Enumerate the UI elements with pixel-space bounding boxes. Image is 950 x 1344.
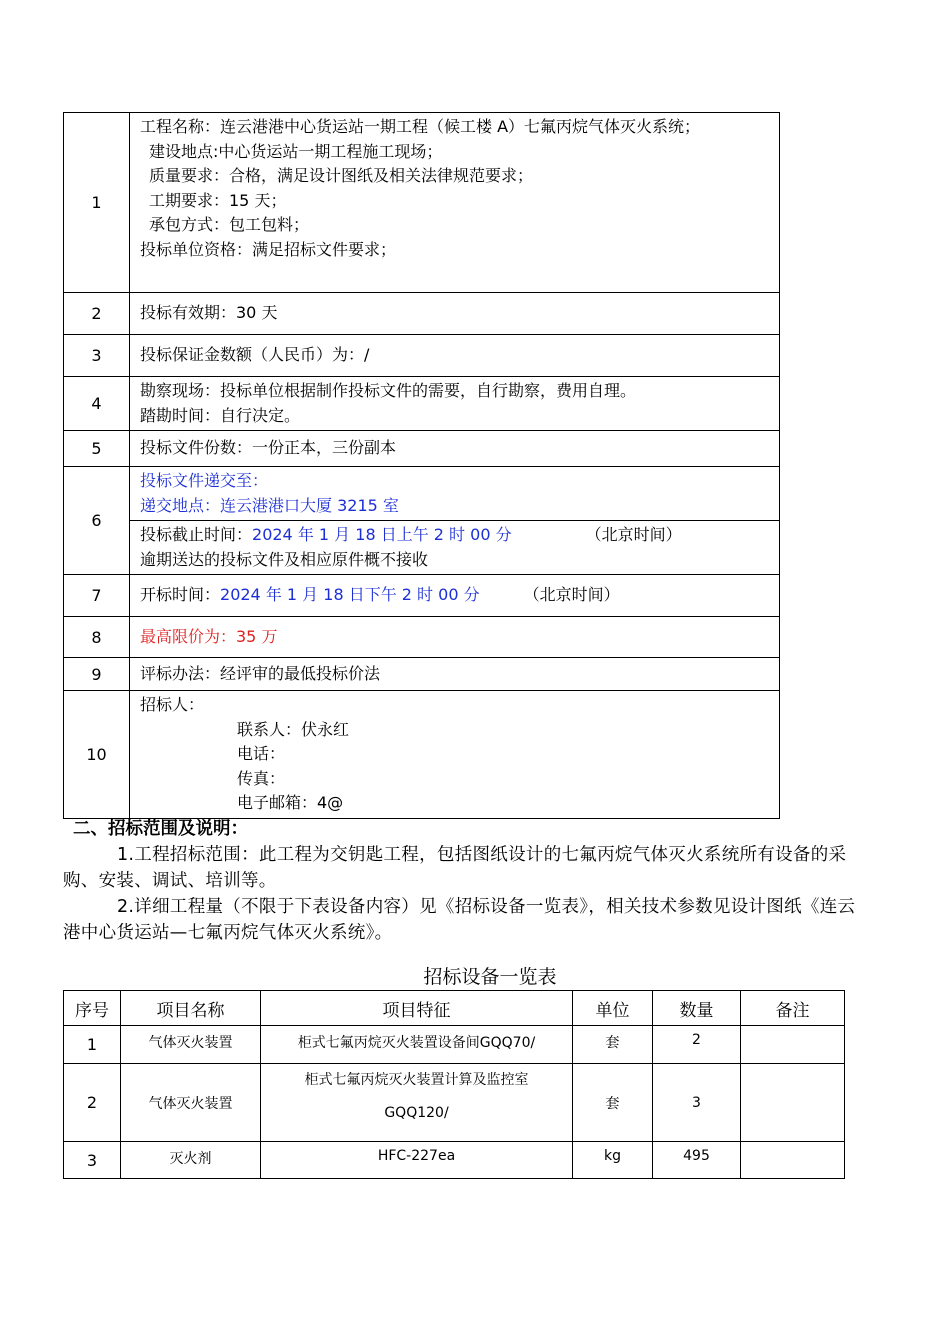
site-survey-line: 勘察现场：投标单位根据制作投标文件的需要，自行勘察，费用自理。 (140, 381, 637, 400)
item-feature: 柜式七氟丙烷灭火装置设备间GQQ70/ (261, 1026, 573, 1064)
header-qty: 数量 (653, 991, 741, 1026)
feature-line: GQQ120/ (384, 1105, 449, 1121)
row-number: 6 (64, 467, 130, 575)
feature-line: 柜式七氟丙烷灭火装置计算及监控室 (304, 1072, 529, 1088)
contract-mode: 承包方式：包工包料； (149, 215, 310, 234)
late-submission-note: 逾期送达的投标文件及相应原件概不接收 (140, 549, 429, 569)
tenderer-label: 招标人： (140, 695, 205, 714)
header-index: 序号 (64, 991, 121, 1026)
project-location: 建设地点:中心货运站一期工程施工现场； (149, 141, 443, 161)
row-number: 2 (64, 293, 130, 335)
header-name: 项目名称 (121, 991, 261, 1026)
row-number: 5 (64, 431, 130, 467)
section-heading: 二、招标范围及说明： (73, 819, 248, 839)
opening-time (130, 575, 780, 617)
quantity-paragraph: 2.详细工程量（不限于下表设备内容）见《招标设备一览表》，相关技术参数见设计图纸《连云港中心货运站—七氟丙烷气体灭火系统》。 (63, 897, 856, 943)
item-feature (261, 1064, 573, 1142)
row-number: 8 (64, 617, 130, 658)
item-note (741, 1064, 845, 1142)
header-note: 备注 (741, 991, 845, 1026)
equipment-table (63, 990, 845, 1179)
row-index: 1 (64, 1026, 121, 1064)
opening-timezone: （北京时间） (523, 585, 620, 605)
site-survey (130, 377, 780, 431)
project-details (130, 113, 780, 293)
deadline-line (140, 523, 771, 548)
row-number: 10 (64, 691, 130, 819)
scope-paragraph: 1.工程招标范围：此工程为交钥匙工程，包括图纸设计的七氟丙烷气体灭火系统所有设备的采购、安装、调试、培训等。 (63, 845, 847, 891)
opening-label: 开标时间： (140, 585, 221, 605)
email: 电子邮箱：4@ (237, 793, 344, 812)
item-unit: kg (573, 1142, 653, 1179)
project-name: 工程名称：连云港港中心货运站一期工程（候工楼 A）七氟丙烷气体灭火系统； (140, 117, 701, 136)
deadline-timezone: （北京时间） (585, 525, 682, 544)
survey-time: 踏勘时间：自行决定。 (140, 405, 301, 425)
item-name: 气体灭火装置 (121, 1026, 261, 1064)
item-unit: 套 (573, 1026, 653, 1064)
item-feature: HFC-227ea (261, 1142, 573, 1179)
max-price: 最高限价为：35 万 (130, 617, 780, 658)
item-qty: 3 (653, 1064, 741, 1142)
table-row (64, 1026, 845, 1064)
row-number: 1 (64, 113, 130, 293)
equipment-header-row (64, 991, 845, 1026)
fax: 传真： (237, 768, 286, 788)
row-number: 9 (64, 658, 130, 691)
item-qty: 495 (653, 1142, 741, 1179)
deadline-value: 2024 年 1 月 18 日上午 2 时 00 分 (252, 525, 512, 544)
header-unit: 单位 (573, 991, 653, 1026)
table-row (64, 1142, 845, 1179)
submit-place: 递交地点：连云港港口大厦 3215 室 (140, 495, 399, 515)
phone: 电话： (237, 744, 286, 763)
item-name: 灭火剂 (121, 1142, 261, 1179)
bid-validity: 投标有效期：30 天 (130, 293, 780, 335)
row-number: 7 (64, 575, 130, 617)
bid-copies: 投标文件份数：一份正本，三份副本 (130, 431, 780, 467)
info-row-2 (64, 293, 780, 335)
equipment-table-title: 招标设备一览表 (423, 966, 557, 988)
row-number: 4 (64, 377, 130, 431)
info-row-10 (64, 691, 780, 819)
info-row-4 (64, 377, 780, 431)
row-index: 3 (64, 1142, 121, 1179)
row-index: 2 (64, 1064, 121, 1142)
duration-requirement: 工期要求：15 天； (149, 190, 287, 210)
row-number: 3 (64, 335, 130, 377)
info-row-1 (64, 113, 780, 293)
item-unit: 套 (573, 1064, 653, 1142)
table-row (64, 1064, 845, 1142)
item-qty: 2 (653, 1026, 741, 1064)
contact-person: 联系人：伏永红 (237, 719, 350, 739)
bid-bond: 投标保证金数额（人民币）为：/ (130, 335, 780, 377)
header-feature: 项目特征 (261, 991, 573, 1026)
submit-to: 投标文件递交至： (140, 471, 269, 490)
info-row-6 (64, 467, 780, 575)
item-name: 气体灭火装置 (121, 1064, 261, 1142)
tender-info-table (63, 112, 780, 819)
deadline-block (130, 521, 779, 574)
evaluation-method: 评标办法：经评审的最低投标价法 (130, 658, 780, 691)
submission-info (130, 467, 780, 575)
tenderer-contact (130, 691, 780, 819)
info-row-8 (64, 617, 780, 658)
deadline-label: 投标截止时间： (140, 525, 253, 544)
info-row-9 (64, 658, 780, 691)
info-row-7 (64, 575, 780, 617)
bidder-qualification: 投标单位资格：满足招标文件要求； (140, 239, 397, 259)
quality-requirement: 质量要求：合格，满足设计图纸及相关法律规范要求； (149, 166, 534, 185)
item-note (741, 1142, 845, 1179)
item-note (741, 1026, 845, 1064)
info-row-3 (64, 335, 780, 377)
opening-value: 2024 年 1 月 18 日下午 2 时 00 分 (220, 585, 480, 605)
info-row-5 (64, 431, 780, 467)
section-scope (63, 816, 873, 946)
submission-place-block (130, 467, 779, 521)
